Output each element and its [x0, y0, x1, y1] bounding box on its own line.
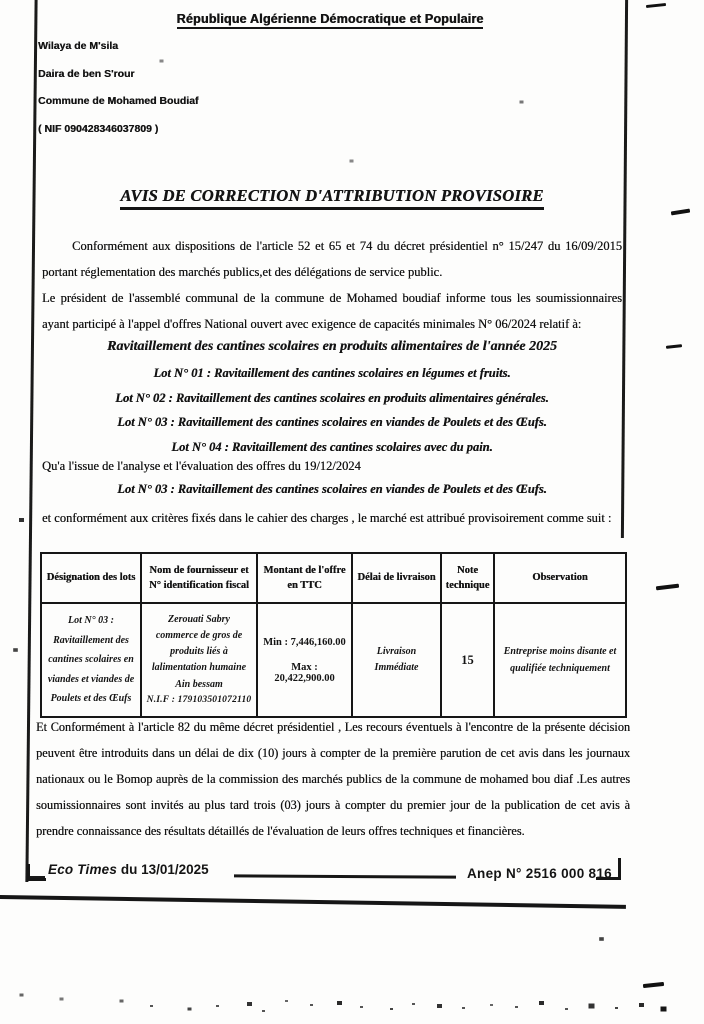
cell-fournisseur	[141, 603, 257, 717]
republic-heading-text: République Algérienne Démocratique et Populaire	[177, 12, 484, 29]
cell-observation: Entreprise moins disante et qualifiée techniquement	[494, 603, 626, 717]
lots-list	[40, 361, 624, 459]
table-row	[41, 603, 626, 717]
scan-dash-right-2	[666, 344, 682, 349]
fournisseur-name: Zerouati Sabry	[168, 613, 230, 625]
wilaya-line: Wilaya de M'sila	[38, 40, 119, 52]
table-header-row	[41, 553, 626, 603]
cell-montant	[257, 603, 352, 717]
footer-divider-line	[234, 874, 456, 878]
montant-max: Max : 20,422,900.00	[274, 661, 335, 684]
journal-date: du 13/01/2025	[117, 862, 209, 877]
fournisseur-desc: commerce de gros de produits liés à lalimentation humaine	[151, 630, 247, 674]
col-header-observation: Observation	[494, 553, 626, 603]
daira-line: Daira de ben S'rour	[38, 67, 135, 80]
col-header-note: Note technique	[441, 553, 494, 603]
footer-right-corner	[596, 858, 621, 880]
journal-name: Eco Times	[48, 862, 118, 877]
document-title-text: AVIS DE CORRECTION D'ATTRIBUTION PROVISOIRE	[120, 186, 543, 210]
fournisseur-ville: Ain bessam	[175, 678, 223, 690]
republic-heading	[150, 12, 510, 26]
awarded-lot-line: Lot N° 03 : Ravitaillement des cantines scolaires en viandes de Poulets et des Œufs.	[117, 482, 547, 496]
lot-line-4: Lot N° 04 : Ravitaillement des cantines scolaires avec du pain.	[171, 439, 493, 454]
evaluation-date-line: Qu'a l'issue de l'analyse et l'évaluation des offres du 19/12/2024	[42, 459, 361, 473]
cell-designation: Lot N° 03 : Ravitaillement des cantines scolaires en viandes et viandes de Poulets et des Œufs	[41, 603, 141, 717]
nif-line: ( NIF 090428346037809 )	[38, 122, 159, 135]
lot-line-2: Lot N° 02 : Ravitaillement des cantines scolaires en produits alimentaires générales.	[115, 390, 549, 405]
issuing-authority-block	[38, 40, 198, 150]
cell-note-technique: 15	[441, 603, 494, 717]
footer-left-corner	[27, 864, 46, 881]
col-header-delai: Délai de livraison	[352, 553, 441, 603]
anep-reference: Anep N° 2516 000 816	[467, 866, 612, 881]
publication-line	[48, 862, 209, 877]
col-header-fournisseur: Nom de fournisseur et N° identification fiscal	[141, 553, 257, 603]
cell-delai: Livraison Immédiate	[352, 603, 441, 717]
award-intro-paragraph: et conformément aux critères fixés dans le cahier des charges , le marché est attribué provisoirement comme suit :	[42, 511, 612, 525]
intro-paragraphs	[42, 233, 622, 337]
bottom-scan-line	[0, 895, 626, 909]
award-table	[40, 552, 627, 718]
col-header-designation: Désignation des lots	[41, 553, 141, 603]
col-header-montant: Montant de l'offre en TTC	[257, 553, 352, 603]
lot-line-3: Lot N° 03 : Ravitaillement des cantines scolaires en viandes de Poulets et des Œufs.	[117, 415, 547, 429]
scan-dash-right-1	[671, 209, 690, 216]
scan-dash-top-right	[646, 3, 666, 8]
montant-min: Min : 7,446,160.00	[263, 636, 346, 648]
recourse-paragraph: Et Conformément à l'article 82 du même décret présidentiel , Les recours éventuels à l'encontre de la présente décision peuvent être introduits dans un délai de dix (10) jours à compter de la première parution de cet avis dans les journaux nationaux ou le Bomop auprès de la commission des marchés publics de la commune de mohamed bou diaf .Les autres soumissionnaires sont invités au plus tard trois (03) jours à compter du premier jour de la publication de cet avis à prendre connaissance des résultats détaillés de l'évaluation de leurs offres techniques et financières.	[36, 720, 630, 838]
scan-dash-right-4	[643, 982, 664, 988]
paragraph-president: Le président de l'assemblé communal de la commune de Mohamed boudiaf informe tous les soumissionnaires ayant participé à l'appel d'offres National ouvert avec exigence de capacités minimales N° 06/2024 relatif à:	[42, 291, 622, 331]
scan-dash-right-3	[656, 584, 679, 591]
commune-line: Commune de Mohamed Boudiaf	[38, 95, 199, 107]
lot-line-1: Lot N° 01 : Ravitaillement des cantines scolaires en légumes et fruits.	[153, 366, 511, 380]
paragraph-decree: Conformément aux dispositions de l'article 52 et 65 et 74 du décret présidentiel n° 15/247 du 16/09/2015 portant réglementation des marchés publics,et des délégations de service public.	[42, 239, 622, 279]
tender-subject: Ravitaillement des cantines scolaires en produits alimentaires de l'année 2025	[107, 339, 557, 354]
fournisseur-nif: N.I.F : 179103501072110	[146, 694, 252, 705]
document-title	[40, 186, 624, 206]
